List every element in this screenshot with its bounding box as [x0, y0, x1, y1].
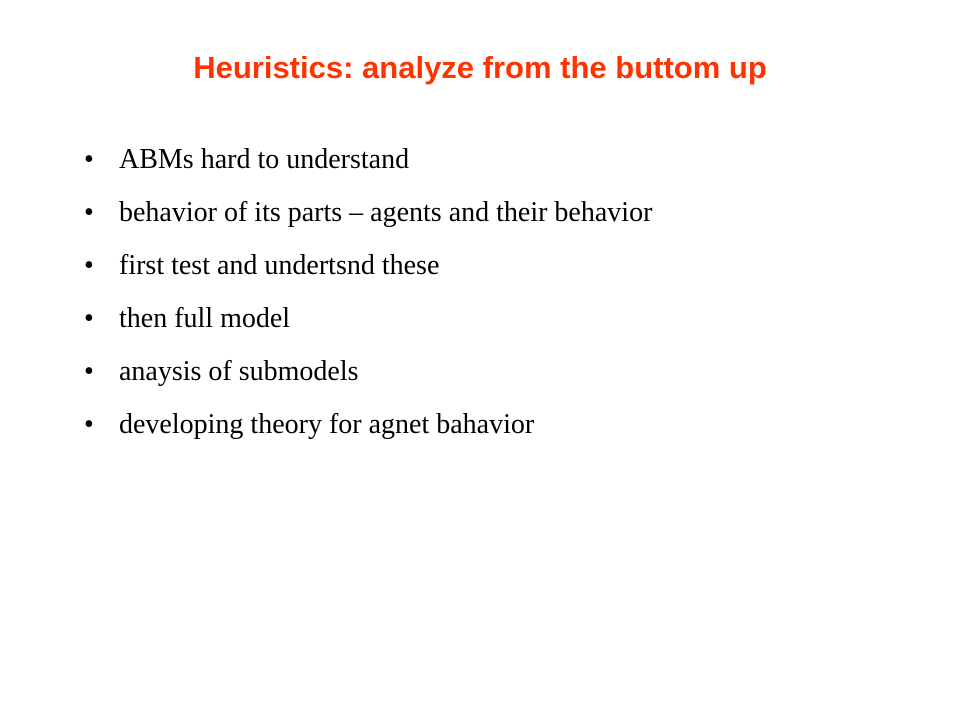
bullet-icon: • [84, 197, 94, 228]
bullet-text: anaysis of submodels [119, 356, 359, 387]
list-item [84, 401, 944, 454]
list-item [84, 136, 944, 189]
bullet-text: first test and undertsnd these [119, 250, 440, 281]
bullet-icon: • [84, 144, 94, 175]
bullet-icon: • [84, 303, 94, 334]
bullet-icon: • [84, 356, 94, 387]
list-item [84, 242, 944, 295]
bullet-icon: • [84, 250, 94, 281]
slide-title: Heuristics: analyze from the buttom up [193, 50, 767, 85]
bullet-text: developing theory for agnet bahavior [119, 409, 535, 440]
list-item [84, 348, 944, 401]
bullet-list [84, 136, 944, 454]
bullet-text: then full model [119, 303, 291, 334]
bullet-icon: • [84, 409, 94, 440]
list-item [84, 189, 944, 242]
bullet-text: ABMs hard to understand [119, 144, 410, 175]
bullet-text: behavior of its parts – agents and their behavior [119, 197, 653, 228]
list-item [84, 295, 944, 348]
